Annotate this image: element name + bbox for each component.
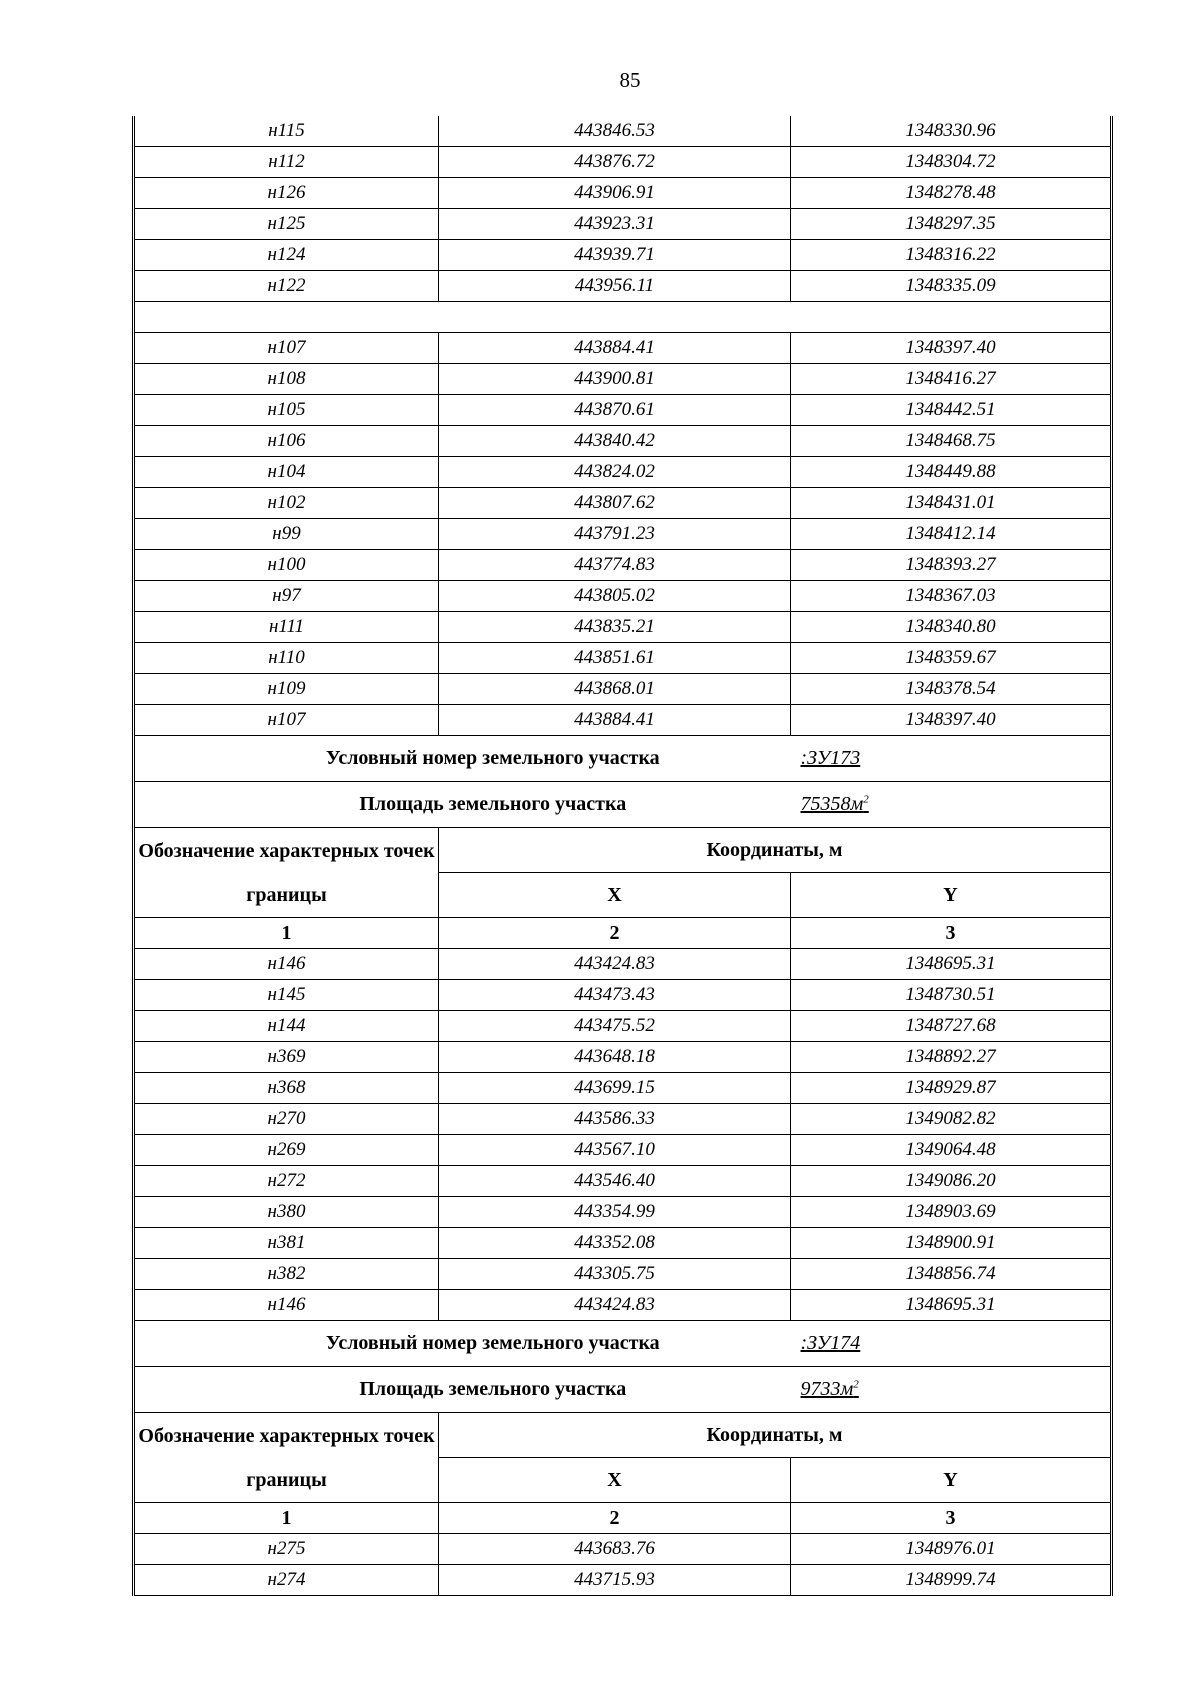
table-row [134, 519, 1112, 550]
points-header: Обозначение характерных точек границы [134, 828, 439, 918]
y-coordinate-cell: 1348335.09 [791, 271, 1112, 302]
superscript: 2 [863, 793, 869, 806]
x-coordinate-cell: 443870.61 [439, 395, 791, 426]
table-row [134, 271, 1112, 302]
table-row [134, 426, 1112, 457]
plot-number-row-label: Условный номер земельного участка [134, 1321, 791, 1367]
x-coordinate-cell: 443805.02 [439, 581, 791, 612]
y-coordinate-cell: 1348431.01 [791, 488, 1112, 519]
point-id-cell: н380 [134, 1197, 439, 1228]
y-coordinate-cell: 1348929.87 [791, 1073, 1112, 1104]
table-row [134, 488, 1112, 519]
x-coordinate-cell: 443791.23 [439, 519, 791, 550]
y-coordinate-cell: 1348397.40 [791, 705, 1112, 736]
table-row [134, 364, 1112, 395]
table-row [134, 395, 1112, 426]
y-coordinate-cell: 1348892.27 [791, 1042, 1112, 1073]
column-number-1: 1 [134, 1503, 439, 1534]
plot-number-row-value-text: :ЗУ174 [800, 1332, 861, 1354]
table-row [134, 1228, 1112, 1259]
column-number-row [134, 918, 1112, 949]
y-coordinate-cell: 1348695.31 [791, 949, 1112, 980]
y-coordinate-cell: 1348416.27 [791, 364, 1112, 395]
points-header: Обозначение характерных точек границы [134, 1413, 439, 1503]
x-coordinate-cell: 443424.83 [439, 1290, 791, 1321]
x-coordinate-cell: 443699.15 [439, 1073, 791, 1104]
point-id-cell: н108 [134, 364, 439, 395]
y-coordinate-cell: 1348442.51 [791, 395, 1112, 426]
point-id-cell: н102 [134, 488, 439, 519]
x-header: X [439, 1458, 791, 1503]
y-coordinate-cell: 1348999.74 [791, 1565, 1112, 1596]
table-row [134, 1135, 1112, 1166]
x-coordinate-cell: 443884.41 [439, 333, 791, 364]
y-coordinate-cell: 1348730.51 [791, 980, 1112, 1011]
point-id-cell: н107 [134, 705, 439, 736]
y-coordinate-cell: 1349086.20 [791, 1166, 1112, 1197]
point-id-cell: н269 [134, 1135, 439, 1166]
y-coordinate-cell: 1348340.80 [791, 612, 1112, 643]
y-coordinate-cell: 1348359.67 [791, 643, 1112, 674]
page-number: 85 [619, 68, 641, 92]
point-id-cell: н112 [134, 147, 439, 178]
table-row [134, 1534, 1112, 1565]
plot-number-row-value-text: :ЗУ173 [800, 747, 861, 769]
separator-row [134, 302, 1112, 333]
point-id-cell: н146 [134, 1290, 439, 1321]
x-coordinate-cell: 443840.42 [439, 426, 791, 457]
x-header: X [439, 873, 791, 918]
x-coordinate-cell: 443939.71 [439, 240, 791, 271]
y-coordinate-cell: 1349082.82 [791, 1104, 1112, 1135]
point-id-cell: н99 [134, 519, 439, 550]
x-coordinate-cell: 443648.18 [439, 1042, 791, 1073]
y-coordinate-cell: 1348412.14 [791, 519, 1112, 550]
table-row [134, 1565, 1112, 1596]
y-coordinate-cell: 1348727.68 [791, 1011, 1112, 1042]
table-row [134, 1259, 1112, 1290]
coordinates-header: Координаты, м [439, 828, 1112, 873]
x-coordinate-cell: 443774.83 [439, 550, 791, 581]
point-id-cell: н274 [134, 1565, 439, 1596]
y-coordinate-cell: 1348976.01 [791, 1534, 1112, 1565]
y-coordinate-cell: 1348449.88 [791, 457, 1112, 488]
point-id-cell: н270 [134, 1104, 439, 1135]
x-coordinate-cell: 443824.02 [439, 457, 791, 488]
table-row [134, 550, 1112, 581]
point-id-cell: н146 [134, 949, 439, 980]
table-row [134, 705, 1112, 736]
y-coordinate-cell: 1348900.91 [791, 1228, 1112, 1259]
coordinates-table [132, 116, 1113, 1596]
y-coordinate-cell: 1348330.96 [791, 116, 1112, 147]
y-coordinate-cell: 1348297.35 [791, 209, 1112, 240]
plot-number-row-label: Условный номер земельного участка [134, 736, 791, 782]
coordinates-header: Координаты, м [439, 1413, 1112, 1458]
table-row [134, 674, 1112, 705]
point-id-cell: н275 [134, 1534, 439, 1565]
y-coordinate-cell: 1349064.48 [791, 1135, 1112, 1166]
x-coordinate-cell: 443715.93 [439, 1565, 791, 1596]
x-coordinate-cell: 443868.01 [439, 674, 791, 705]
table-row [134, 1104, 1112, 1135]
y-coordinate-cell: 1348278.48 [791, 178, 1112, 209]
plot-number-row [134, 1321, 1112, 1367]
y-coordinate-cell: 1348397.40 [791, 333, 1112, 364]
table-row [134, 1042, 1112, 1073]
plot-number-row-value [791, 736, 1112, 782]
point-id-cell: н145 [134, 980, 439, 1011]
table-row [134, 643, 1112, 674]
x-coordinate-cell: 443567.10 [439, 1135, 791, 1166]
column-number-2: 2 [439, 918, 791, 949]
point-id-cell: н368 [134, 1073, 439, 1104]
x-coordinate-cell: 443807.62 [439, 488, 791, 519]
y-coordinate-cell: 1348316.22 [791, 240, 1112, 271]
column-number-1: 1 [134, 918, 439, 949]
plot-number-row-value [791, 1321, 1112, 1367]
column-number-3: 3 [791, 918, 1112, 949]
table-row [134, 1073, 1112, 1104]
table-row [134, 1011, 1112, 1042]
table-row [134, 209, 1112, 240]
y-header: Y [791, 873, 1112, 918]
x-coordinate-cell: 443683.76 [439, 1534, 791, 1565]
x-coordinate-cell: 443352.08 [439, 1228, 791, 1259]
header-row [134, 1413, 1112, 1458]
table-row [134, 147, 1112, 178]
point-id-cell: н111 [134, 612, 439, 643]
x-coordinate-cell: 443923.31 [439, 209, 791, 240]
plot-number-row [134, 736, 1112, 782]
table-row [134, 457, 1112, 488]
y-coordinate-cell: 1348468.75 [791, 426, 1112, 457]
y-coordinate-cell: 1348393.27 [791, 550, 1112, 581]
table-row [134, 333, 1112, 364]
x-coordinate-cell: 443846.53 [439, 116, 791, 147]
x-coordinate-cell: 443884.41 [439, 705, 791, 736]
point-id-cell: н97 [134, 581, 439, 612]
x-coordinate-cell: 443956.11 [439, 271, 791, 302]
x-coordinate-cell: 443586.33 [439, 1104, 791, 1135]
point-id-cell: н105 [134, 395, 439, 426]
table-row [134, 240, 1112, 271]
y-coordinate-cell: 1348903.69 [791, 1197, 1112, 1228]
point-id-cell: н125 [134, 209, 439, 240]
x-coordinate-cell: 443305.75 [439, 1259, 791, 1290]
x-coordinate-cell: 443354.99 [439, 1197, 791, 1228]
y-coordinate-cell: 1348378.54 [791, 674, 1112, 705]
point-id-cell: н122 [134, 271, 439, 302]
point-id-cell: н104 [134, 457, 439, 488]
plot-area-row-value [791, 1367, 1112, 1413]
point-id-cell: н144 [134, 1011, 439, 1042]
point-id-cell: н381 [134, 1228, 439, 1259]
y-coordinate-cell: 1348304.72 [791, 147, 1112, 178]
point-id-cell: н100 [134, 550, 439, 581]
plot-area-row-label: Площадь земельного участка [134, 1367, 791, 1413]
y-coordinate-cell: 1348367.03 [791, 581, 1112, 612]
table-row [134, 116, 1112, 147]
plot-area-row-value-text: 75358м [800, 793, 864, 815]
x-coordinate-cell: 443835.21 [439, 612, 791, 643]
column-number-row [134, 1503, 1112, 1534]
table-row [134, 581, 1112, 612]
column-number-2: 2 [439, 1503, 791, 1534]
point-id-cell: н272 [134, 1166, 439, 1197]
x-coordinate-cell: 443473.43 [439, 980, 791, 1011]
point-id-cell: н107 [134, 333, 439, 364]
x-coordinate-cell: 443876.72 [439, 147, 791, 178]
point-id-cell: н126 [134, 178, 439, 209]
table-row [134, 980, 1112, 1011]
plot-area-row-label: Площадь земельного участка [134, 782, 791, 828]
point-id-cell: н382 [134, 1259, 439, 1290]
table-row [134, 1290, 1112, 1321]
point-id-cell: н124 [134, 240, 439, 271]
table-row [134, 612, 1112, 643]
point-id-cell: н369 [134, 1042, 439, 1073]
plot-area-row [134, 1367, 1112, 1413]
plot-area-row-value-text: 9733м [800, 1378, 854, 1400]
table-row [134, 1197, 1112, 1228]
plot-area-row-value [791, 782, 1112, 828]
header-row [134, 828, 1112, 873]
table-row [134, 949, 1112, 980]
x-coordinate-cell: 443424.83 [439, 949, 791, 980]
y-coordinate-cell: 1348695.31 [791, 1290, 1112, 1321]
y-header: Y [791, 1458, 1112, 1503]
column-number-3: 3 [791, 1503, 1112, 1534]
x-coordinate-cell: 443475.52 [439, 1011, 791, 1042]
superscript: 2 [853, 1378, 859, 1391]
point-id-cell: н106 [134, 426, 439, 457]
plot-area-row [134, 782, 1112, 828]
point-id-cell: н110 [134, 643, 439, 674]
separator-cell [134, 302, 1112, 333]
y-coordinate-cell: 1348856.74 [791, 1259, 1112, 1290]
x-coordinate-cell: 443546.40 [439, 1166, 791, 1197]
point-id-cell: н115 [134, 116, 439, 147]
x-coordinate-cell: 443851.61 [439, 643, 791, 674]
point-id-cell: н109 [134, 674, 439, 705]
x-coordinate-cell: 443906.91 [439, 178, 791, 209]
table-row [134, 178, 1112, 209]
table-row [134, 1166, 1112, 1197]
x-coordinate-cell: 443900.81 [439, 364, 791, 395]
